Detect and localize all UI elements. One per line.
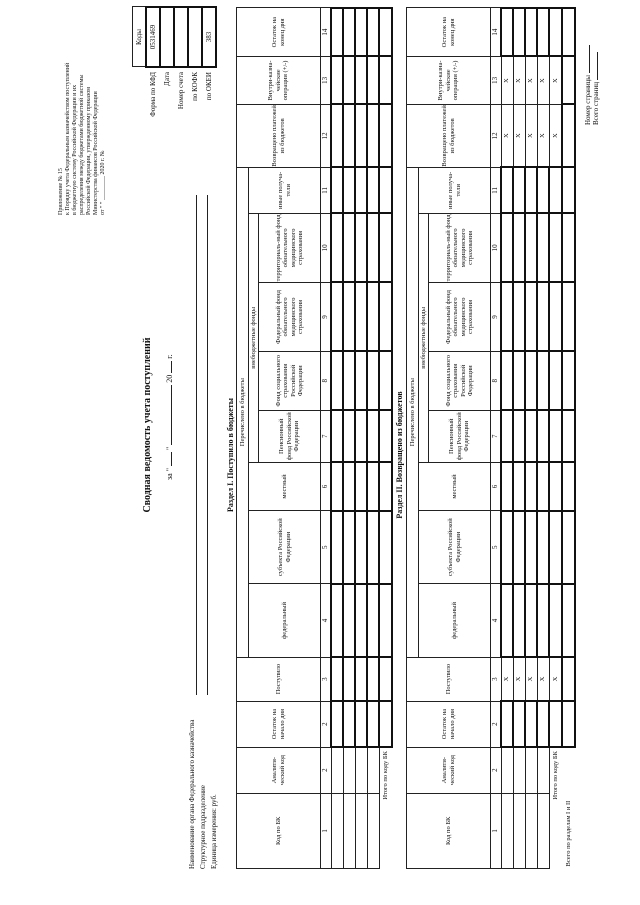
x-mark: X — [537, 657, 549, 701]
col-num: 4 — [321, 584, 332, 657]
table-row — [355, 8, 367, 869]
col-med-terr: территориаль-ный фонд обязательного медицинского страхования — [259, 213, 321, 282]
col-num: 2 — [491, 747, 502, 793]
col-subject: субъекта Российской Федерации — [419, 511, 491, 584]
col-med-fed: Федеральный фонд обязательного медицинского страхования — [259, 282, 321, 351]
col-num: 2 — [321, 747, 332, 793]
code-value — [188, 7, 202, 67]
col-num: 8 — [321, 351, 332, 410]
section1-total-label: Итого по коду БК — [382, 751, 389, 800]
x-mark: X — [501, 56, 513, 104]
col-num: 7 — [321, 410, 332, 462]
x-mark: X — [513, 104, 525, 167]
col-num: 3 — [321, 657, 332, 701]
section1-title: Раздел I. Поступило в бюджеты — [226, 398, 235, 512]
appendix-line: в бюджетную систему Российской Федерации и их — [72, 84, 78, 215]
col-internal: Внутри-казна-чейские операции (+/-) — [237, 56, 321, 104]
col-balance-end: Остаток на конец дня — [237, 8, 321, 56]
col-num: 8 — [491, 351, 502, 410]
col-subject: субъекта Российской Федерации — [249, 511, 321, 584]
table-row — [367, 8, 379, 869]
appendix-line: к Порядку учета Федеральным казначейством поступлений — [65, 62, 71, 215]
col-num: 12 — [321, 104, 332, 167]
col-federal: федеральный — [249, 584, 321, 657]
codes-header: Коды — [133, 7, 147, 67]
grand-total-row — [562, 8, 575, 869]
col-num: 2 — [321, 701, 332, 747]
col-num: 6 — [491, 462, 502, 510]
unit-line — [199, 195, 208, 695]
col-received: Поступило — [407, 657, 491, 701]
col-balance-start: Остаток на начало дня — [407, 701, 491, 747]
col-med-terr: территориаль-ный фонд обязательного медицинского страхования — [429, 213, 491, 282]
x-mark: X — [501, 657, 513, 701]
date-year: 20 — [165, 374, 174, 383]
x-mark: X — [501, 104, 513, 167]
col-internal: Внутри-казна-чейские операции (+/-) — [407, 56, 491, 104]
org-label: Наименование органа Федерального казначейства — [188, 719, 196, 869]
code-label: Форма по КФД — [149, 72, 157, 117]
appendix-line: Российской Федерации, утвержденному приказом — [86, 87, 92, 215]
col-social: Фонд социального страхования Российской Федерации — [429, 351, 491, 410]
col-num: 10 — [491, 213, 502, 282]
col-num: 9 — [491, 282, 502, 351]
code-value: 383 — [202, 7, 216, 67]
col-other: иные получа-тели — [249, 167, 321, 213]
col-num: 6 — [321, 462, 332, 510]
x-mark: X — [525, 657, 537, 701]
code-label: по ОКЕИ — [205, 72, 213, 101]
col-num: 14 — [321, 8, 332, 56]
col-med-fed: Федеральный фонд обязательного медицинского страхования — [429, 282, 491, 351]
code-value: 0531469 — [146, 7, 160, 67]
section1-table — [236, 7, 393, 869]
col-received: Поступило — [237, 657, 321, 701]
col-balance-end: Остаток на конец дня — [407, 8, 491, 56]
total-row — [379, 8, 392, 869]
page-number-label: Номер страницы — [584, 74, 592, 125]
col-num: 4 — [491, 584, 502, 657]
section2-table — [406, 7, 576, 869]
section2-total-label: Итого по коду БК — [552, 751, 559, 800]
appendix-line: Приложение № 15 — [58, 168, 64, 215]
x-mark: X — [549, 104, 562, 167]
col-transferred: Перечислено в бюджеты — [407, 167, 419, 657]
date-prefix: за " — [165, 468, 174, 480]
appendix-line: от " " ________ 2020 г. № — [100, 150, 106, 215]
col-kbk: Код по БК — [407, 793, 491, 868]
appendix-line: Министерства финансов Российской Федерации — [93, 91, 99, 215]
col-num: 5 — [491, 511, 502, 584]
col-pension: Пенсионный фонд Российской Федерации — [259, 410, 321, 462]
col-balance-start: Остаток на начало дня — [237, 701, 321, 747]
table-row — [537, 8, 549, 869]
table-row — [331, 8, 343, 869]
col-extra-funds: внебюджетные фонды — [249, 213, 259, 462]
code-label: Дата — [163, 72, 171, 86]
date-mid: " — [165, 446, 174, 451]
col-num: 11 — [321, 167, 332, 213]
col-num: 1 — [321, 793, 332, 868]
col-num: 13 — [321, 56, 332, 104]
x-mark: X — [549, 56, 562, 104]
page-number-block — [584, 5, 600, 125]
table-row — [525, 8, 537, 869]
code-value — [174, 7, 188, 67]
col-social: Фонд социального страхования Российской Федерации — [259, 351, 321, 410]
col-num: 10 — [321, 213, 332, 282]
col-num: 12 — [491, 104, 502, 167]
x-mark: X — [513, 56, 525, 104]
col-kbk: Код по БК — [237, 793, 321, 868]
codes-table — [132, 6, 217, 193]
col-num: 2 — [491, 701, 502, 747]
code-value — [160, 7, 174, 67]
col-analytic: Аналити-ческий код — [237, 747, 321, 793]
col-num: 11 — [491, 167, 502, 213]
col-local: местный — [249, 462, 321, 510]
col-returned: Возвращено платежей из бюджетов — [407, 104, 491, 167]
x-mark: X — [537, 56, 549, 104]
x-mark: X — [513, 657, 525, 701]
date-suffix: г. — [165, 354, 174, 359]
appendix-line: распределения между бюджетами бюджетной системы — [79, 74, 85, 215]
unit-label: Структурное подразделение — [199, 785, 207, 869]
section2-title: Раздел II. Возвращено из бюджетов — [395, 391, 404, 519]
x-mark: X — [525, 104, 537, 167]
total-row — [549, 8, 562, 869]
x-mark: X — [525, 56, 537, 104]
col-analytic: Аналити-ческий код — [407, 747, 491, 793]
table-row — [501, 8, 513, 869]
code-label: по КОФК — [191, 72, 199, 101]
col-num: 13 — [491, 56, 502, 104]
col-num: 1 — [491, 793, 502, 868]
col-returned: Возвращено платежей из бюджетов — [237, 104, 321, 167]
x-mark: X — [549, 657, 562, 701]
total-pages-label: Всего страниц — [592, 81, 600, 125]
code-label: Номер счета — [177, 72, 185, 110]
measure-label: Единица измерения: руб. — [210, 794, 218, 869]
col-num: 9 — [321, 282, 332, 351]
col-pension: Пенсионный фонд Российской Федерации — [429, 410, 491, 462]
col-num: 3 — [491, 657, 502, 701]
grand-total-label: Всего по разделам I и II — [564, 800, 572, 867]
col-num: 5 — [321, 511, 332, 584]
table-row — [513, 8, 525, 869]
x-mark: X — [537, 104, 549, 167]
appendix-block — [58, 5, 107, 215]
report-date — [165, 280, 174, 480]
col-federal: федеральный — [419, 584, 491, 657]
col-other: иные получа-тели — [419, 167, 491, 213]
col-transferred: Перечислено в бюджеты — [237, 167, 249, 657]
col-extra-funds: внебюджетные фонды — [419, 213, 429, 462]
col-num: 7 — [491, 410, 502, 462]
org-line — [188, 195, 197, 695]
col-num: 14 — [491, 8, 502, 56]
table-row — [343, 8, 355, 869]
col-local: местный — [419, 462, 491, 510]
form-title: Сводная ведомость учета поступлений — [142, 337, 153, 513]
